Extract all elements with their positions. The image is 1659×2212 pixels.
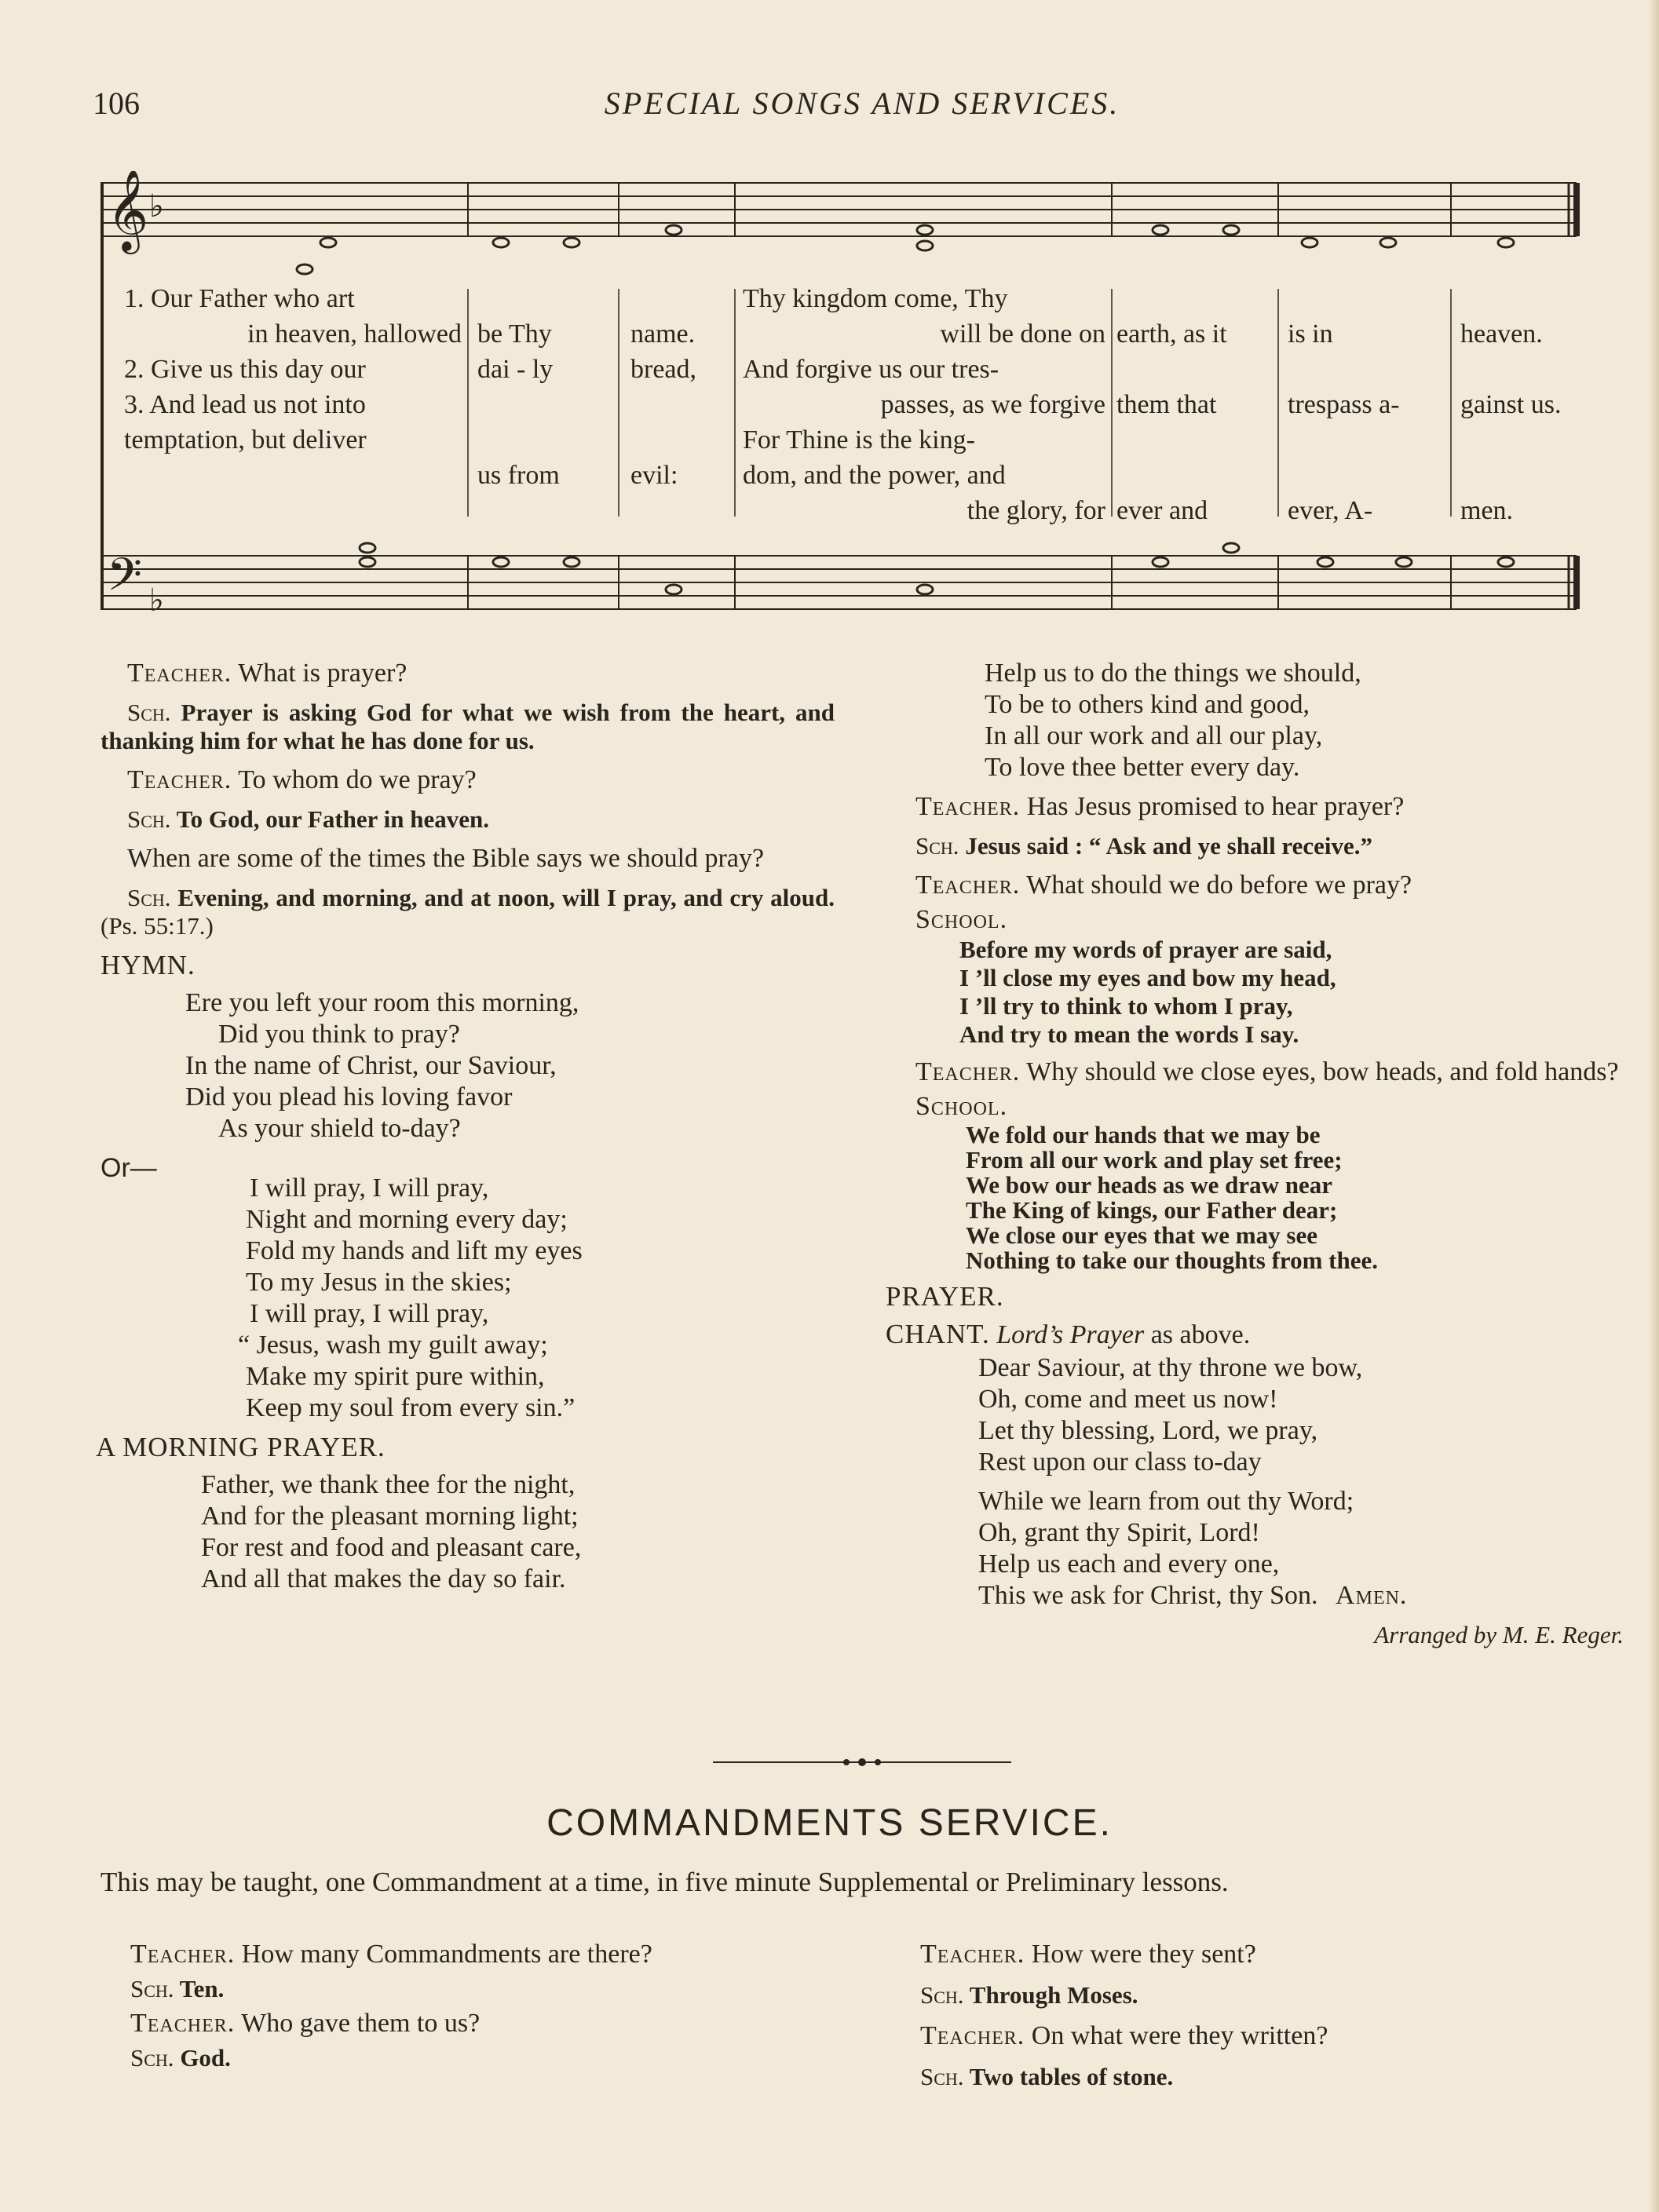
school-answer: [886, 832, 1624, 860]
lyric-line: [1116, 281, 1277, 316]
school-label: School.: [915, 1092, 1008, 1121]
lyric-line: Thy kingdom come, Thy: [743, 284, 1008, 313]
teacher-question: [100, 1939, 846, 1970]
verse-line: “ Jesus, wash my guilt away;: [238, 1330, 548, 1360]
teacher-label: Teacher.: [127, 659, 232, 688]
lyric-line: bread,: [630, 355, 697, 384]
verse-line: Did you plead his loving favor: [185, 1082, 513, 1111]
sch-label: Sch.: [127, 699, 171, 726]
lyric-line: ever, A-: [1288, 496, 1373, 525]
verse-line: Let thy blessing, Lord, we pray,: [978, 1416, 1318, 1445]
teacher-label: Teacher.: [915, 871, 1021, 900]
page-number: 106: [93, 86, 140, 121]
sch-label: Sch.: [130, 1975, 174, 2002]
sch-label: Sch.: [920, 1981, 964, 2009]
verse-line: I ’ll close my eyes and bow my head,: [959, 964, 1336, 991]
lyric-line: And forgive us our tres-: [743, 355, 999, 384]
teacher-question: [886, 1939, 1624, 1970]
school-answer: [886, 1981, 1624, 2009]
verse-line: And try to mean the words I say.: [959, 1020, 1299, 1048]
commandments-intro: This may be taught, one Commandment at a time, in five minute Supplemental or Preliminary lessons.: [100, 1867, 1229, 1897]
lyric-column-2: [477, 281, 615, 493]
prayer-heading: PRAYER.: [886, 1281, 1004, 1312]
lyric-line: [477, 422, 615, 458]
lyric-line: [477, 387, 615, 422]
lyric-column-7: [1460, 281, 1594, 528]
svg-text:♭: ♭: [149, 188, 164, 224]
verse-line: As your shield to-day?: [218, 1114, 461, 1143]
sch-label: Sch.: [127, 805, 171, 833]
lyric-line: [1288, 422, 1449, 458]
verse-line: We close our eyes that we may see: [966, 1221, 1317, 1249]
school-answer: [100, 2044, 846, 2072]
verse-line: To be to others kind and good,: [985, 690, 1310, 719]
lyric-line: [630, 387, 733, 422]
teacher-question: [886, 791, 1624, 823]
teacher-label: Teacher.: [915, 1057, 1021, 1086]
lyric-line: For Thine is the king-: [743, 425, 975, 454]
sch-label: Sch.: [130, 2044, 174, 2071]
sch-label: Sch.: [915, 832, 959, 860]
school-answer: [100, 805, 835, 834]
verse-text: This we ask for Christ, thy Son.: [978, 1581, 1318, 1610]
verse-line: [886, 1580, 1624, 1612]
verse-line: We bow our heads as we draw near: [966, 1171, 1333, 1199]
school-answer: [100, 699, 835, 755]
verse-line: Ere you left your room this morning,: [185, 988, 579, 1017]
svg-text:𝄢: 𝄢: [107, 548, 143, 612]
verse-line: Fold my hands and lift my eyes: [246, 1236, 583, 1265]
chant-verse: [886, 1352, 1624, 1478]
lyric-line: 2. Give us this day our: [124, 355, 366, 384]
school-label: School.: [915, 905, 1008, 934]
answer-text: Prayer is asking God for what we wish from the heart, and thanking him for what he has done for us.: [100, 699, 835, 754]
or-label: Or—: [100, 1153, 157, 1183]
lyric-line: [630, 281, 733, 316]
question-text: How were they sent?: [1031, 1940, 1256, 1969]
lyric-line: evil:: [630, 461, 678, 490]
verse-line: The King of kings, our Father dear;: [966, 1196, 1338, 1224]
chant-title: Lord’s Prayer: [996, 1320, 1145, 1349]
teacher-label: Teacher.: [130, 1940, 236, 1969]
lyric-column-6: [1288, 281, 1449, 528]
answer-text: God.: [180, 2044, 231, 2071]
lyric-line: [630, 422, 733, 458]
teacher-question: [886, 870, 1624, 901]
lyric-line: [1116, 458, 1277, 493]
verse-line: From all our work and play set free;: [966, 1146, 1343, 1174]
lyric-line: dai - ly: [477, 355, 554, 384]
school-answer: [100, 1975, 846, 2003]
lyric-line: will be done on: [940, 319, 1105, 349]
teacher-question: [100, 658, 835, 689]
verse-line: Before my words of prayer are said,: [959, 936, 1332, 963]
lyric-column-3: [630, 281, 733, 493]
teacher-label: Teacher.: [920, 1940, 1025, 1969]
answer-text: Ten.: [179, 1975, 225, 2002]
verse-line: And for the pleasant morning light;: [201, 1502, 579, 1531]
lyric-line: is in: [1288, 319, 1333, 349]
verse-line: In the name of Christ, our Saviour,: [185, 1051, 557, 1080]
verse-line: Keep my soul from every sin.”: [246, 1393, 576, 1422]
school-answer: [100, 884, 835, 940]
question-text: What is prayer?: [238, 659, 407, 688]
school-verse: [886, 1122, 1624, 1273]
lyric-line: ever and: [1116, 496, 1208, 525]
running-title: SPECIAL SONGS AND SERVICES.: [604, 86, 1120, 121]
verse-line: We fold our hands that we may be: [966, 1121, 1321, 1148]
verse-line: To my Jesus in the skies;: [246, 1268, 512, 1297]
alternate-verse: [100, 1173, 835, 1424]
teacher-label: Teacher.: [127, 765, 232, 794]
verse-line: Father, we thank thee for the night,: [201, 1470, 576, 1499]
lyric-line: [1288, 281, 1449, 316]
lyric-line: temptation, but deliver: [124, 425, 367, 454]
page-header: [93, 85, 1632, 124]
sch-label: Sch.: [920, 2063, 964, 2090]
verse-line: Rest upon our class to-day: [978, 1447, 1262, 1476]
school-verse: [886, 936, 1624, 1049]
right-column: [886, 658, 1624, 1651]
svg-text:𝄞: 𝄞: [107, 171, 149, 251]
verse-line: Help us each and every one,: [978, 1549, 1280, 1579]
verse-line: Oh, come and meet us now!: [978, 1385, 1278, 1414]
section-divider: [713, 1758, 1011, 1766]
verse-line: To love thee better every day.: [985, 753, 1300, 782]
verse-line: Night and morning every day;: [246, 1205, 568, 1234]
scripture-reference: (Ps. 55:17.): [100, 912, 214, 940]
lyric-line: men.: [1460, 496, 1514, 525]
attribution: Arranged by M. E. Reger.: [1374, 1621, 1624, 1648]
lyric-line: [1116, 422, 1277, 458]
verse-line: For rest and food and pleasant care,: [201, 1533, 582, 1562]
morning-prayer-verse: [100, 1469, 835, 1595]
verse-line: And all that makes the day so fair.: [201, 1564, 566, 1593]
lyric-line: us from: [477, 461, 560, 490]
verse-line: I will pray, I will pray,: [250, 1299, 489, 1328]
answer-text: Through Moses.: [969, 1981, 1138, 2009]
lyric-line: [1460, 352, 1594, 387]
lyric-line: [1288, 352, 1449, 387]
lyric-column-4: [743, 281, 1105, 528]
verse-line: Make my spirit pure within,: [246, 1362, 545, 1391]
music-score: [100, 171, 1600, 626]
lyric-line: [477, 281, 615, 316]
lyric-line: earth, as it: [1116, 319, 1227, 349]
teacher-question: [886, 2020, 1624, 2052]
chant-label: CHANT.: [886, 1319, 990, 1349]
teacher-question: [886, 1057, 1624, 1088]
question-text: To whom do we pray?: [238, 765, 477, 794]
lyric-line: name.: [630, 319, 696, 349]
question-text: What should we do before we pray?: [1026, 871, 1412, 900]
answer-text: Jesus said : “ Ask and ye shall receive.”: [965, 832, 1373, 860]
teacher-label: Teacher.: [130, 2009, 236, 2038]
question-text: How many Commandments are there?: [241, 1940, 652, 1969]
lyric-line: [1460, 422, 1594, 458]
sch-label: Sch.: [127, 884, 171, 911]
lyric-line: the glory, for: [967, 496, 1105, 525]
lyric-line: 1. Our Father who art: [124, 284, 355, 313]
lyric-line: heaven.: [1460, 319, 1543, 349]
verse-line: I ’ll try to think to whom I pray,: [959, 992, 1293, 1020]
verse-line: Nothing to take our thoughts from thee.: [966, 1247, 1379, 1274]
lyric-line: them that: [1116, 390, 1217, 419]
lyric-line: [1288, 458, 1449, 493]
chant-line: [886, 1319, 1624, 1351]
lyric-line: passes, as we forgive: [880, 390, 1105, 419]
lyric-line: in heaven, hallowed: [247, 319, 462, 349]
left-column: [96, 658, 835, 1603]
chant-verse: [886, 1486, 1624, 1612]
hymn-verse: [100, 987, 835, 1144]
verse-line: While we learn from out thy Word;: [978, 1487, 1354, 1516]
answer-text: To God, our Father in heaven.: [176, 805, 489, 833]
svg-text:♭: ♭: [149, 582, 164, 619]
amen: Amen.: [1336, 1581, 1408, 1610]
teacher-question: [100, 2008, 846, 2039]
verse-line: Did you think to pray?: [218, 1020, 460, 1049]
question-text: Why should we close eyes, bow heads, and fold hands?: [1026, 1057, 1619, 1086]
lyric-line: [1116, 352, 1277, 387]
question-text: Who gave them to us?: [241, 2009, 481, 2038]
commandments-title: COMMANDMENTS SERVICE.: [546, 1802, 1113, 1844]
morning-prayer-continued: [886, 658, 1624, 783]
question-text: On what were they written?: [1031, 2021, 1328, 2050]
teacher-question: [100, 765, 835, 796]
commandments-left: [100, 1939, 846, 2082]
chant-note: as above.: [1150, 1320, 1251, 1349]
lyric-line: be Thy: [477, 319, 552, 349]
lyric-line: 3. And lead us not into: [124, 390, 366, 419]
verse-line: In all our work and all our play,: [985, 721, 1323, 750]
lyric-line: gainst us.: [1460, 390, 1562, 419]
lyric-column-1: [124, 281, 462, 458]
lyric-column-5: [1116, 281, 1277, 528]
verse-line: Dear Saviour, at thy throne we bow,: [978, 1353, 1363, 1382]
lyric-line: dom, and the power, and: [743, 461, 1006, 490]
school-answer: [886, 2063, 1624, 2091]
page-edge: [1648, 0, 1659, 2212]
teacher-label: Teacher.: [915, 792, 1021, 821]
verse-line: Help us to do the things we should,: [985, 659, 1361, 688]
answer-text: Evening, and morning, and at noon, will I pray, and cry aloud.: [177, 884, 835, 911]
answer-text: Two tables of stone.: [969, 2063, 1174, 2090]
verse-line: Oh, grant thy Spirit, Lord!: [978, 1518, 1260, 1547]
lyric-line: [1460, 458, 1594, 493]
verse-line: I will pray, I will pray,: [250, 1174, 489, 1203]
lyric-line: [1460, 281, 1594, 316]
teacher-label: Teacher.: [920, 2021, 1025, 2050]
commandments-right: [886, 1939, 1624, 2101]
question-text: When are some of the times the Bible says we should pray?: [127, 844, 765, 873]
question-text: Has Jesus promised to hear prayer?: [1026, 792, 1405, 821]
hymn-heading: HYMN.: [100, 950, 195, 980]
morning-prayer-heading: A MORNING PRAYER.: [96, 1432, 386, 1462]
lyric-line: trespass a-: [1288, 390, 1400, 419]
